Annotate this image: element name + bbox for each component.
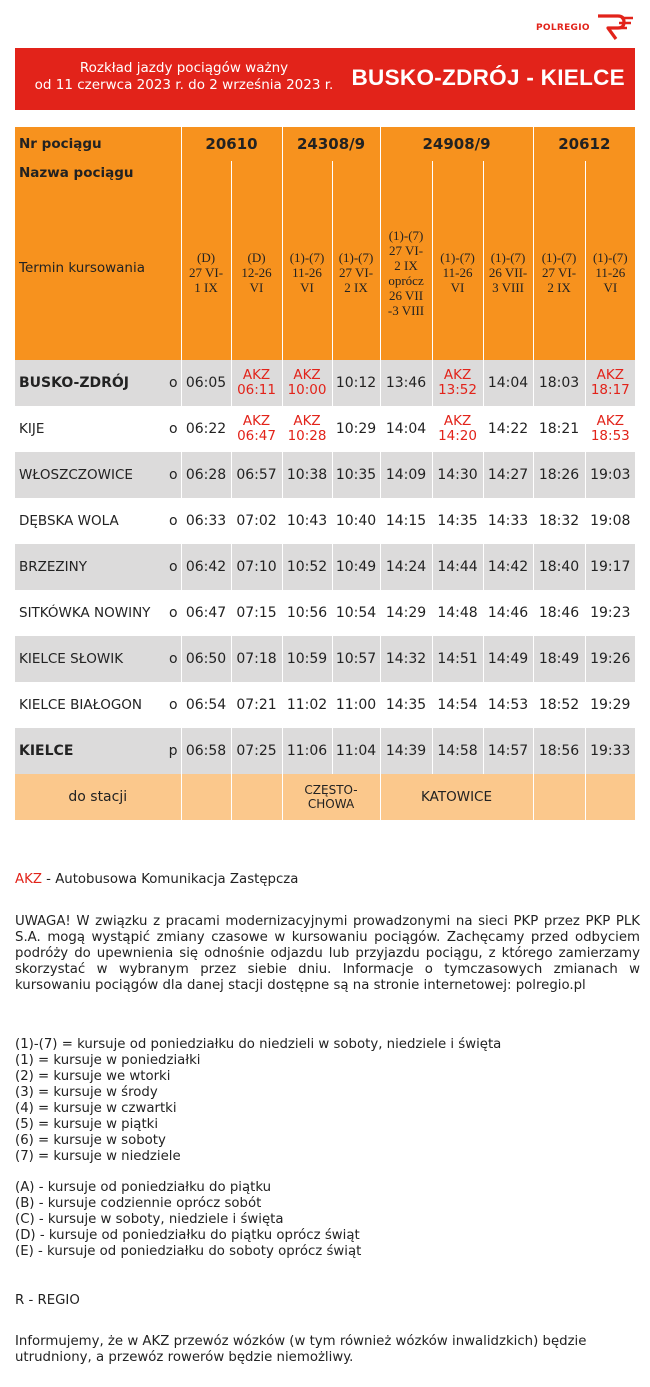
term-line: 27 VI- — [338, 265, 374, 280]
time-cell: 14:09 — [380, 452, 432, 498]
time-cell — [432, 360, 483, 406]
term-row — [15, 185, 635, 360]
days-legend-item: (4) = kursuje w czwartki — [15, 1101, 177, 1116]
time-cell: 19:33 — [585, 728, 635, 774]
time-cell: 14:15 — [380, 498, 432, 544]
time-cell: 19:29 — [585, 682, 635, 728]
station-name: KIELCE — [15, 728, 165, 774]
time-cell: 14:04 — [380, 406, 432, 452]
term-cell — [282, 185, 332, 360]
akz-label: AKZ — [596, 367, 624, 383]
time-cell: 10:57 — [332, 636, 380, 682]
days-legend-item: (3) = kursuje w środy — [15, 1085, 158, 1100]
time-cell: 14:53 — [483, 682, 533, 728]
term-cell — [181, 185, 231, 360]
time-cell: 14:24 — [380, 544, 432, 590]
time-cell: 10:40 — [332, 498, 380, 544]
time-cell: 07:25 — [231, 728, 282, 774]
label-train-number: Nr pociągu — [15, 127, 181, 161]
term-line: (1)-(7) — [289, 250, 325, 265]
akz-time: 18:17 — [590, 382, 630, 398]
dest-cell — [585, 774, 635, 820]
time-cell: 14:44 — [432, 544, 483, 590]
time-cell — [282, 406, 332, 452]
time-cell: 10:29 — [332, 406, 380, 452]
term-line: VI — [603, 280, 618, 295]
label-term-text: Termin kursowania — [19, 260, 146, 276]
akz-time: 06:47 — [237, 428, 276, 444]
term-cell — [380, 185, 432, 360]
dest-czestochowa-line: CHOWA — [307, 797, 355, 811]
time-cell: 14:51 — [432, 636, 483, 682]
arrival-departure-mark: o — [168, 605, 178, 621]
term-line: (1)-(7) — [541, 250, 577, 265]
time-cell: 07:02 — [231, 498, 282, 544]
route-title: BUSKO-ZDRÓJ - KIELCE — [351, 65, 625, 90]
term-cell — [231, 185, 282, 360]
regio-text: R - REGIO — [15, 1293, 80, 1308]
arrival-departure-mark: p — [165, 728, 181, 774]
label-train-name: Nazwa pociągu — [15, 161, 181, 185]
term-line: 12-26 — [241, 265, 272, 280]
letters-legend-item: (E) - kursuje od poniedziałku do soboty oprócz świąt — [15, 1244, 362, 1259]
letters-legend-item: (D) - kursuje od poniedziałku do piątku oprócz świąt — [15, 1228, 360, 1243]
term-line: (D) — [196, 250, 216, 265]
station-name: KIELCE SŁOWIK — [15, 636, 165, 682]
time-cell: 10:43 — [282, 498, 332, 544]
train-name-cell — [585, 161, 635, 185]
time-cell: 13:46 — [380, 360, 432, 406]
time-cell: 06:05 — [181, 360, 231, 406]
term-line: 27 VI- — [542, 265, 577, 280]
arrival-departure-mark: o — [168, 697, 178, 713]
time-cell: 18:32 — [533, 498, 585, 544]
akz-time: 14:20 — [438, 428, 477, 444]
station-row — [15, 360, 635, 406]
time-cell: 14:30 — [432, 452, 483, 498]
time-cell — [282, 360, 332, 406]
term-line: 26 VII — [389, 287, 424, 303]
days-legend-item: (2) = kursuje we wtorki — [15, 1069, 171, 1084]
term-line: -3 VIII — [387, 302, 425, 318]
term-line: 26 VII- — [488, 265, 528, 280]
destination-row — [15, 774, 635, 820]
time-cell — [231, 406, 282, 452]
term-line: VI — [249, 280, 264, 295]
time-cell: 06:57 — [231, 452, 282, 498]
akz-time: 10:28 — [287, 428, 327, 444]
arrival-departure-mark: o — [165, 636, 181, 682]
akz-time: 10:00 — [287, 382, 327, 398]
validity-line2: od 11 czerwca 2023 r. do 2 września 2023 r. — [34, 77, 334, 93]
akz-time: 13:52 — [438, 382, 477, 398]
days-legend — [15, 1037, 640, 1165]
station-name: BUSKO-ZDRÓJ — [15, 360, 165, 406]
term-line: (D) — [247, 250, 266, 265]
term-line: 11-26 — [442, 265, 473, 280]
term-cell — [533, 185, 585, 360]
station-name: SITKÓWKA NOWINY — [19, 605, 151, 621]
time-cell: 14:42 — [483, 544, 533, 590]
time-cell: 06:50 — [181, 636, 231, 682]
days-legend-item: (7) = kursuje w niedziele — [15, 1149, 181, 1164]
days-legend-item: (6) = kursuje w soboty — [15, 1133, 166, 1148]
time-cell: 06:47 — [181, 590, 231, 636]
train-name-cell — [483, 161, 533, 185]
term-line: oprócz — [388, 272, 424, 288]
time-cell: 14:29 — [380, 590, 432, 636]
time-cell: 18:52 — [533, 682, 585, 728]
term-line: 27 VI- — [389, 242, 424, 258]
label-destination: do stacji — [15, 774, 181, 820]
time-cell: 10:52 — [282, 544, 332, 590]
term-line: (1)-(7) — [490, 250, 526, 265]
term-line: (1)-(7) — [388, 227, 424, 243]
akz-label: AKZ — [242, 367, 271, 383]
akz-time: 06:11 — [237, 382, 276, 398]
term-line: (1)-(7) — [592, 250, 628, 265]
train-number-row — [15, 127, 635, 161]
station-row — [15, 682, 635, 728]
train-name-cell — [231, 161, 282, 185]
term-line: 1 IX — [194, 280, 218, 295]
time-cell: 10:49 — [332, 544, 380, 590]
polregio-mark-icon — [594, 12, 634, 42]
days-legend-item: (1)-(7) = kursuje od poniedziałku do niedzieli w soboty, niedziele i święta — [15, 1037, 502, 1052]
time-cell: 07:21 — [231, 682, 282, 728]
term-line: 3 VIII — [492, 280, 524, 295]
akz-bus-time — [433, 414, 483, 444]
term-line: 2 IX — [394, 257, 418, 273]
time-cell: 18:49 — [533, 636, 585, 682]
station-name: KIELCE BIAŁOGON — [19, 697, 143, 713]
time-cell — [231, 360, 282, 406]
dest-czestochowa-line: CZĘSTO- — [304, 783, 358, 797]
time-cell: 14:58 — [432, 728, 483, 774]
akz-legend — [15, 872, 640, 888]
time-cell: 06:54 — [181, 682, 231, 728]
station-row — [15, 452, 635, 498]
days-legend-item: (5) = kursuje w piątki — [15, 1117, 159, 1132]
time-cell: 11:00 — [332, 682, 380, 728]
time-cell: 18:40 — [533, 544, 585, 590]
time-cell: 14:39 — [380, 728, 432, 774]
letters-legend-item: (A) - kursuje od poniedziałku do piątku — [15, 1180, 272, 1195]
time-cell: 18:03 — [533, 360, 585, 406]
validity-line1: Rozkład jazdy pociągów ważny — [79, 60, 289, 76]
station-name: KIJE — [19, 421, 45, 437]
train-number: 24908/9 — [380, 127, 533, 161]
arrival-departure-mark: o — [165, 452, 181, 498]
train-number: 20612 — [533, 127, 635, 161]
term-line: 11-26 — [292, 265, 322, 280]
term-line: (1)-(7) — [440, 250, 475, 265]
warning-text: UWAGA! W związku z pracami modernizacyjnymi prowadzonymi na sieci PKP przez PKP PLK S.A. mogą wystąpić zmiany czasowe w kursowaniu pociągów. Zachęcamy przed odbyciem podróży do upewnienia się odnośnie odjazdu lub przyjazdu pociągu, z którego zamierzamy skorzystać w wybranym przez siebie dniu. Informacje o tymczasowych zmianach w kursowaniu pociągów dla danej stacji dostępne są na stronie internetowej: polregio.pl — [15, 914, 640, 993]
warning-note — [15, 914, 640, 994]
dest-cell — [533, 774, 585, 820]
time-cell: 14:22 — [483, 406, 533, 452]
term-line: 2 IX — [344, 280, 368, 295]
term-line: VI — [450, 280, 465, 295]
time-cell: 10:59 — [282, 636, 332, 682]
station-row — [15, 728, 635, 774]
train-number: 20610 — [181, 127, 282, 161]
letters-legend-item: (B) - kursuje codziennie oprócz sobót — [15, 1196, 262, 1211]
akz-label: AKZ — [443, 413, 472, 429]
term-line: VI — [300, 280, 314, 295]
akz-abbr: AKZ — [15, 872, 42, 887]
time-cell: 19:26 — [585, 636, 635, 682]
dest-cell — [231, 774, 282, 820]
akz-bus-time — [586, 414, 636, 444]
time-cell: 10:38 — [282, 452, 332, 498]
time-cell: 19:03 — [585, 452, 635, 498]
station-row — [15, 590, 635, 636]
akz-info-note — [15, 1334, 640, 1366]
time-cell: 18:46 — [533, 590, 585, 636]
dest-katowice: KATOWICE — [380, 774, 533, 820]
akz-label: AKZ — [443, 367, 472, 383]
arrival-departure-mark: o — [165, 360, 181, 406]
term-line: 2 IX — [547, 280, 571, 295]
train-name-cell — [332, 161, 380, 185]
label-term — [15, 185, 181, 360]
time-cell: 10:56 — [282, 590, 332, 636]
arrival-departure-mark: o — [165, 544, 181, 590]
time-cell: 14:46 — [483, 590, 533, 636]
time-cell: 14:57 — [483, 728, 533, 774]
train-number: 24308/9 — [282, 127, 380, 161]
time-cell: 07:10 — [231, 544, 282, 590]
station-name: DĘBSKA WOLA — [19, 513, 119, 529]
time-cell: 11:02 — [282, 682, 332, 728]
letters-legend-item: (C) - kursuje w soboty, niedziele i święta — [15, 1212, 284, 1227]
time-cell: 19:23 — [585, 590, 635, 636]
time-cell: 06:33 — [181, 498, 231, 544]
term-line: 27 VI- — [188, 265, 224, 280]
time-cell: 14:35 — [432, 498, 483, 544]
polregio-logo — [536, 10, 636, 44]
station-row — [15, 636, 635, 682]
time-cell: 14:32 — [380, 636, 432, 682]
term-line: (1)-(7) — [338, 250, 374, 265]
akz-bus-time — [232, 414, 282, 444]
train-name-cell — [533, 161, 585, 185]
akz-label: AKZ — [242, 413, 271, 429]
train-name-row — [15, 161, 635, 185]
time-cell: 07:15 — [231, 590, 282, 636]
time-cell: 11:06 — [282, 728, 332, 774]
letters-legend — [15, 1180, 640, 1260]
akz-bus-time — [283, 414, 332, 444]
akz-bus-time — [433, 368, 483, 398]
time-cell: 14:27 — [483, 452, 533, 498]
dest-czestochowa — [282, 774, 380, 820]
akz-info-text: Informujemy, że w AKZ przewóz wózków (w tym również wózków inwalidzkich) będzie utrudniony, a przewóz rowerów będzie niemożliwy. — [15, 1334, 587, 1365]
time-cell: 10:35 — [332, 452, 380, 498]
akz-bus-time — [232, 368, 282, 398]
term-cell — [585, 185, 635, 360]
logo-text: POLREGIO — [536, 23, 590, 33]
train-name-cell — [181, 161, 231, 185]
time-cell: 06:22 — [181, 406, 231, 452]
term-cell — [432, 185, 483, 360]
train-name-cell — [380, 161, 432, 185]
validity-period — [19, 60, 349, 94]
train-name-cell — [282, 161, 332, 185]
time-cell: 06:42 — [181, 544, 231, 590]
dest-cell — [181, 774, 231, 820]
akz-label: AKZ — [293, 367, 321, 383]
arrival-departure-mark: o — [168, 421, 178, 437]
time-cell: 19:08 — [585, 498, 635, 544]
time-cell: 18:26 — [533, 452, 585, 498]
time-cell: 06:28 — [181, 452, 231, 498]
station-row — [15, 498, 635, 544]
term-cell — [483, 185, 533, 360]
term-cell — [332, 185, 380, 360]
akz-label: AKZ — [293, 413, 321, 429]
time-cell: 14:35 — [380, 682, 432, 728]
time-cell: 14:49 — [483, 636, 533, 682]
station-row — [15, 406, 635, 452]
time-cell: 07:18 — [231, 636, 282, 682]
akz-label: AKZ — [596, 413, 624, 429]
time-cell: 14:48 — [432, 590, 483, 636]
time-cell — [585, 406, 635, 452]
station-name: BRZEZINY — [15, 544, 165, 590]
time-cell: 18:21 — [533, 406, 585, 452]
time-cell — [585, 360, 635, 406]
time-cell: 14:33 — [483, 498, 533, 544]
time-cell: 19:17 — [585, 544, 635, 590]
days-legend-item: (1) = kursuje w poniedziałki — [15, 1053, 201, 1068]
arrival-departure-mark: o — [168, 513, 178, 529]
time-cell — [432, 406, 483, 452]
header-banner — [15, 48, 635, 110]
akz-bus-time — [283, 368, 332, 398]
time-cell: 18:56 — [533, 728, 585, 774]
time-cell: 10:54 — [332, 590, 380, 636]
time-cell: 14:54 — [432, 682, 483, 728]
akz-bus-time — [586, 368, 636, 398]
station-row — [15, 544, 635, 590]
time-cell: 10:12 — [332, 360, 380, 406]
time-cell: 11:04 — [332, 728, 380, 774]
term-line: 11-26 — [595, 265, 626, 280]
time-cell: 06:58 — [181, 728, 231, 774]
train-name-cell — [432, 161, 483, 185]
station-name: WŁOSZCZOWICE — [15, 452, 165, 498]
akz-definition: - Autobusowa Komunikacja Zastępcza — [41, 872, 299, 887]
time-cell: 14:04 — [483, 360, 533, 406]
timetable — [15, 127, 635, 820]
akz-time: 18:53 — [590, 428, 630, 444]
regio-note — [15, 1293, 640, 1309]
